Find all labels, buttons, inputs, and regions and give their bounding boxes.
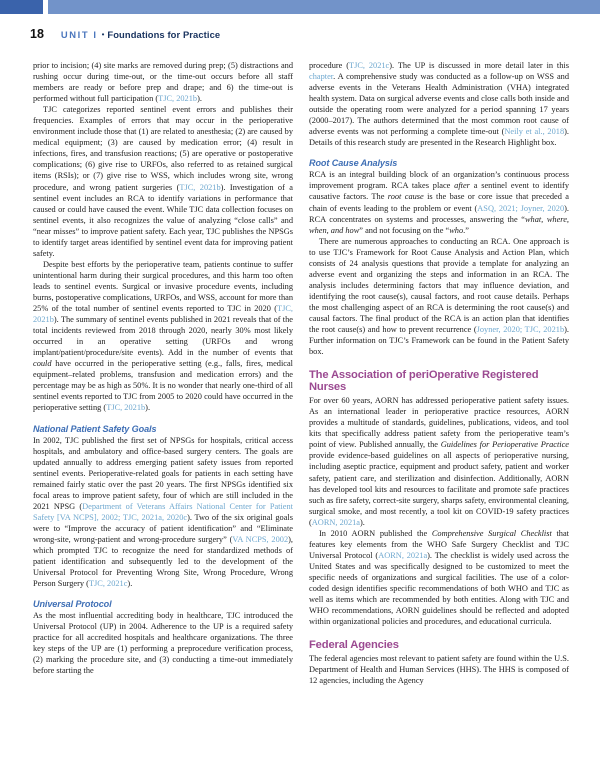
citation-link[interactable]: TJC, 2021b [33, 304, 293, 325]
paragraph-continuation: prior to incision; (4) site marks are removed during prep; (5) distractions and rushing occur during time-out, or the time-out occurs before all staff members are ready or before prep and drape; and 6) the time-out is performed without full participation (TJC, 2021b). [33, 61, 293, 104]
citation-link[interactable]: TJC, 2021b [106, 403, 146, 413]
section-heading-federal-agencies: Federal Agencies [309, 639, 399, 652]
paragraph-aorn-overview: For over 60 years, AORN has addressed perioperative patient safety issues. As an international leader in perioperative practice resources, AORN provides a multitude of standards, guidelines, publications, videos, and tool kits that specifically address patient safety from the perioperative team’s point of view. Published annually, the Guidelines for Perioperative Practice provide evidence-based guidelines on all aspects of perioperative nursing, including aseptic practice, equipment and product safety, patient and worker safety, patient care, and sterilization and disinfection. Additionally, AORN has developed tool kits and resources to facilitate and promote safe practices such as fire safety, correct-site surgery, sharps safety, environmental cleaning, surgical smoke, and most recently, a tool kit on COVID-19 safety practices (AORN, 2021a). [309, 396, 569, 527]
page-top-banner [0, 0, 600, 14]
citation-link[interactable]: ASQ, 2021; Joyner, 2020 [477, 203, 565, 213]
paragraph-comprehensive-surgical-checklist: In 2010 AORN published the Comprehensive Surgical Checklist that features key elements from the WHO Safe Surgery Checklist and TJC Universal Protocol (AORN, 2021a). The checklist is widely used across the United States and was specifically designed to be customized to meet the specific needs of organizations and surgical facilities. The use of a color-coded design identifies specific recommendations of both WHO and TJC as well as items which are recommended by both entities. Along with TJC and WHO recommendations, AORN guidelines should be reflected and adopted within organizational policies and procedures, and educational curricula. [309, 528, 569, 627]
page-body [33, 60, 569, 750]
unit-label: UNIT I [60, 29, 98, 40]
citation-link[interactable]: AORN, 2021a [311, 517, 360, 527]
section-heading-aorn: The Association of periOperative Registered Nurses [309, 369, 539, 394]
citation-link[interactable]: Department of Veterans Affairs National Center for Patient Safety [VA NCPS], 2002; TJC, 2021a, 2020c [33, 501, 293, 522]
paragraph-npsg: In 2002, TJC published the first set of NPSGs for hospitals, critical access hospitals, and ambulatory and office-based surgery centers. The goals are updated annually to address emerging patient safety issues from reported sentinel events. Perioperative-related goals for patients in each setting have remained fairly static over the past 20 years. The first NPSGs identified six focal areas to improve patient safety, four of which are still included in the 2021 NPSG (Department of Veterans Affairs National Center for Patient Safety [VA NCPS], 2002; TJC, 2021a, 2020c). Two of the six original goals were to “Improve the accuracy of patient identification” and “Eliminate wrong-site, wrong-patient and wrong-procedure surgery” (VA NCPS, 2002), which prompted TJC to recognize the need for standardized methods of patient identification and subsequently led to the development of the Universal Protocol for Preventing Wrong Site, Wrong Procedure, Wrong Person Surgery (TJC, 2021c). [33, 435, 293, 589]
paragraph-tjc-categories: TJC categorizes reported sentinel event errors and publishes their frequencies. Examples of errors that may occur in the perioperative environment include those that (1) are related to anesthesia; (2) are caused by medical equipment; (3) are caused by medication error; (4) result in infections, fires, and transfusion reactions; (5) are operative or postoperative complications; (6) give rise to URFOs, also referred to as retained surgical items (RSIs); or (7) give rise to WSS, which includes wrong site, wrong procedure, and wrong patient surgeries (TJC, 2021b). Investigation of a sentinel event includes an RCA to identify variations in performance that caused or could have caused the event. While TJC data collection focuses on sentinel events, it also recognizes the value of analyzing “close calls” and “near misses” to improve patient safety. Each year, TJC publishes the NPSGs to identify target areas identified by sentinel event data for improving patient safety. [33, 105, 293, 258]
unit-title: Foundations for Practice [107, 29, 221, 40]
banner-band [48, 0, 600, 14]
bullet-separator-icon: • [101, 30, 105, 39]
paragraph-procedure-continuation: procedure (TJC, 2021c). The UP is discussed in more detail later in this chapter. A comprehensive study was conducted as a follow-up on WSS and adverse events in the Veterans Health Administration (VHA) integrated health system. Data on surgical adverse events and close calls both inside and outside the operating room were analyzed for a period spanning 17 years (2000–2017). The authors determined that the most common root cause of adverse events was not performing a complete time-out (Neily et al., 2018). Details of this research study are presented in the Research Highlight box. [309, 61, 569, 148]
paragraph-rca-approaches: There are numerous approaches to conducting an RCA. One approach is to use TJC’s Framework for Root Cause Analysis and Action Plan, which consists of 24 analysis questions that provide a template for analyzing an adverse event and organizing the steps and information in an RCA. The analysis includes determining factors that may influence deviation, and identifying the root cause(s), causal factors, and root cause details. Perhaps the most challenging aspect of an RCA is determining the root cause(s) and causal factors. The final product of the RCA is an action plan that identifies the root cause(s) and how to prevent recurrence (Joyner, 2020; TJC, 2021b). Further information on TJC’s Framework can be found in the Patient Safety box. [309, 236, 569, 357]
citation-link[interactable]: TJC, 2021c [88, 579, 128, 589]
paragraph-universal-protocol: As the most influential accrediting body in healthcare, TJC introduced the Universal Protocol (UP) in 2004. Adherence to the UP is a required safety practice for all accredited hospitals and healthcare organizations. The three key steps of the UP are (1) performing a preprocedure verification process, (2) marking the procedure site, and (3) conducting a time-out immediately before starting the [33, 611, 293, 676]
subheading-root-cause-analysis: Root Cause Analysis [309, 158, 398, 169]
paragraph-despite-best-efforts: Despite best efforts by the perioperative team, patients continue to suffer unintentional harm during their surgical procedures, and this harm too often leads to sentinel events. Surgical or invasive procedure events, including burns, postoperative complications, URFOs, and WSS, account for more than 25% of the total number of sentinel events reported to TJC in 2020 (TJC, 2021b). The summary of sentinel events published in 2021 reveals that of the total incidents reviewed from 2018 through 2020, nearly 30% most likely occurred in an operative setting (URFOs and wrong implant/patient/procedure/site events). Add in the number of events that could have occurred in the perioperative setting (e.g., falls, fires, medical equipment–related problems, transfusion and medication errors) and the percentage may be as high as 50%. It is no wonder that nearly one-third of all sentinel events reported to TJC from 2005 to 2020 could have occurred in the perioperative setting (TJC, 2021b). [33, 259, 293, 413]
chapter-cross-reference-link[interactable]: chapter [309, 72, 334, 82]
citation-link[interactable]: Neily et al., 2018 [504, 127, 565, 137]
left-column [33, 60, 293, 750]
paragraph-federal-agencies: The federal agencies most relevant to patient safety are found within the U.S. Department of Health and Human Services (HHS). The HHS is composed of 12 agencies, including the Agency [309, 654, 569, 686]
right-column [309, 60, 569, 750]
paragraph-rca-definition: RCA is an integral building block of an organization’s continuous process improvement program. RCA takes place after a sentinel event to identify causative factors. The root cause is the base or core issue that preceded a chain of events leading to the problem or event (ASQ, 2021; Joyner, 2020). RCA concentrates on systems and processes, answering the “what, where, when, and how” and not focusing on the “who.” [309, 170, 569, 235]
citation-link[interactable]: TJC, 2021b [158, 94, 198, 104]
citation-link[interactable]: TJC, 2021c [349, 61, 390, 70]
citation-link[interactable]: TJC, 2021b [179, 182, 221, 192]
banner-accent-square [0, 0, 43, 14]
citation-link[interactable]: AORN, 2021a [378, 550, 428, 560]
subheading-universal-protocol: Universal Protocol [33, 599, 112, 610]
citation-link[interactable]: Joyner, 2020; TJC, 2021b [476, 325, 565, 335]
subheading-national-patient-safety-goals: National Patient Safety Goals [33, 423, 157, 434]
page-number: 18 [30, 27, 44, 41]
running-head [30, 27, 570, 41]
citation-link[interactable]: VA NCPS, 2002 [232, 534, 289, 544]
